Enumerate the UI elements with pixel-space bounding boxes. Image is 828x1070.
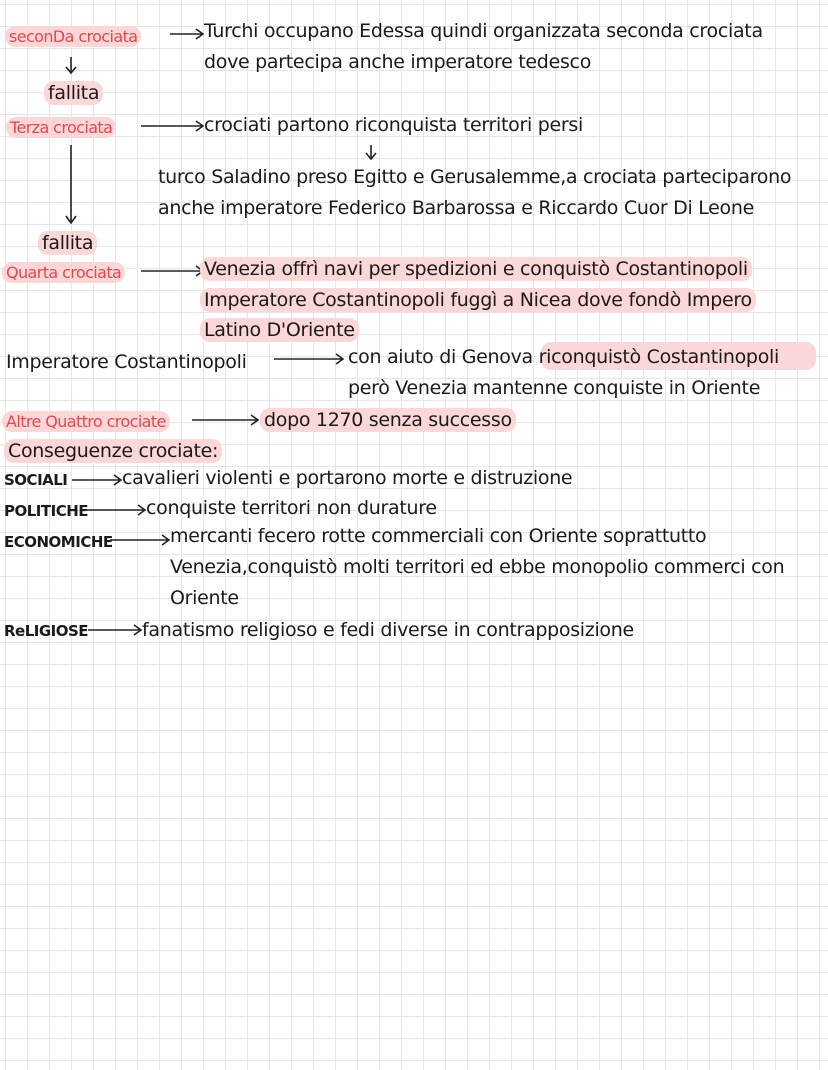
seconda-line-2: dove partecipa anche imperatore tedesco — [204, 51, 592, 73]
imperatore-line-2: però Venezia mantenne conquiste in Oriente — [348, 377, 761, 399]
altre-text — [260, 409, 516, 431]
terza-crociata-label: Terza crociata — [6, 117, 116, 138]
arrow-icon — [0, 0, 1, 1]
imperatore-line-1 — [348, 346, 779, 368]
imperatore-label: Imperatore Costantinopoli — [6, 351, 247, 373]
terza-line-1: crociati partono riconquista territori persi — [204, 114, 583, 136]
religiose-text: fanatismo religioso e fedi diverse in contrapposizione — [142, 619, 634, 641]
imperatore-line-1-text: con aiuto di Genova riconquistò Costantinopoli — [348, 346, 779, 368]
quarta-line-1: Venezia offrì navi per spedizioni e conquistò Costantinopoli — [200, 257, 752, 281]
sociali-label: SOCIALI — [4, 471, 68, 489]
economiche-line-2: Venezia,conquistò molti territori ed ebbe monopolio commerci con — [170, 556, 785, 578]
quarta-line-3: Latino D'Oriente — [200, 318, 359, 342]
quarta-crociata-label: Quarta crociata — [2, 262, 125, 283]
economiche-line-1: mercanti fecero rotte commerciali con Oriente soprattutto — [170, 525, 707, 547]
politiche-text: conquiste territori non durature — [146, 497, 437, 519]
terza-outcome: fallita — [38, 231, 97, 255]
politiche-label: POLITICHE — [4, 502, 89, 520]
seconda-outcome: fallita — [44, 81, 103, 105]
economiche-label: ECONOMICHE — [4, 533, 113, 551]
sociali-text: cavalieri violenti e portarono morte e distruzione — [122, 467, 573, 489]
conseguenze-title: Conseguenze crociate: — [4, 439, 222, 463]
altre-crociate-label: Altre Quattro crociate — [2, 411, 170, 432]
seconda-crociata-label: seconDa crociata — [5, 26, 141, 47]
seconda-line-1: Turchi occupano Edessa quindi organizzata seconda crociata — [204, 20, 763, 42]
terza-line-2: turco Saladino preso Egitto e Gerusalemme,a crociata parteciparono — [158, 166, 792, 188]
quarta-line-2: Imperatore Costantinopoli fuggì a Nicea dove fondò Impero — [200, 288, 756, 312]
altre-text-highlight: dopo 1270 senza successo — [260, 408, 516, 432]
terza-line-3: anche imperatore Federico Barbarossa e Riccardo Cuor Di Leone — [158, 197, 754, 219]
religiose-label: ReLIGIOSE — [4, 622, 89, 640]
economiche-line-3: Oriente — [170, 587, 239, 609]
